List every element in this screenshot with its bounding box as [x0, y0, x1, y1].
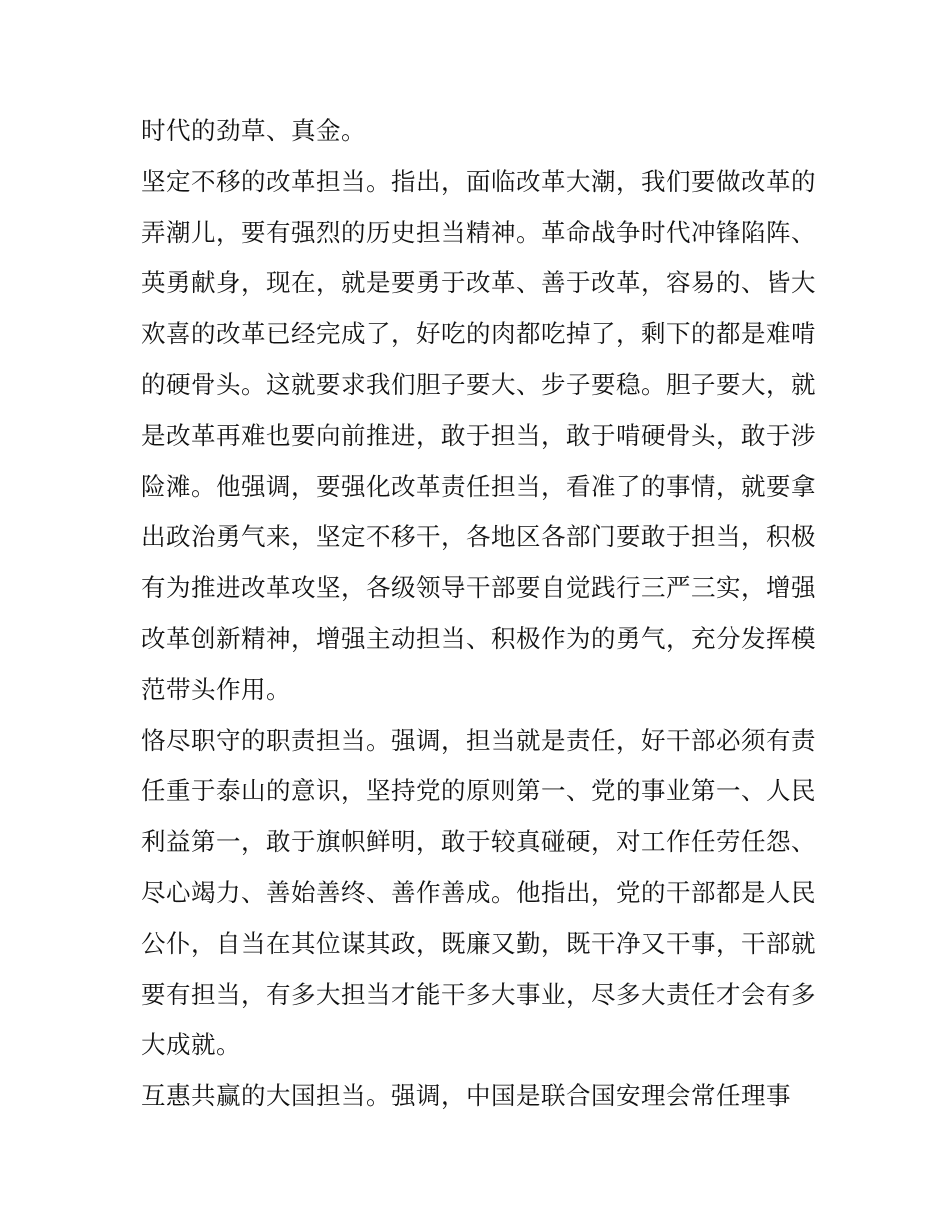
text-line: 坚定不移的改革担当。指出，面临改革大潮，我们要做改革的: [141, 166, 816, 196]
text-line: 弄潮儿，要有强烈的历史担当精神。革命战争时代冲锋陷阵、: [141, 217, 816, 247]
text-line: 公仆，自当在其位谋其政，既廉又勤，既干净又干事，干部就: [141, 928, 816, 958]
text-line: 恪尽职守的职责担当。强调，担当就是责任，好干部必须有责: [141, 725, 816, 755]
text-line: 欢喜的改革已经完成了，好吃的肉都吃掉了，剩下的都是难啃: [141, 319, 816, 349]
text-line: 英勇献身，现在，就是要勇于改革、善于改革，容易的、皆大: [141, 268, 816, 298]
text-line: 是改革再难也要向前推进，敢于担当，敢于啃硬骨头，敢于涉: [141, 420, 816, 450]
text-line: 利益第一，敢于旗帜鲜明，敢于较真碰硬，对工作任劳任怨、: [141, 827, 816, 857]
text-line: 出政治勇气来，坚定不移干，各地区各部门要敢于担当，积极: [141, 522, 816, 552]
body-text: [141, 106, 821, 1122]
text-line: 改革创新精神，增强主动担当、积极作为的勇气，充分发挥模: [141, 623, 816, 653]
text-line: 有为推进改革攻坚，各级领导干部要自觉践行三严三实，增强: [141, 573, 816, 603]
text-line: 时代的劲草、真金。: [141, 116, 366, 145]
text-line: 要有担当，有多大担当才能干多大事业，尽多大责任才会有多: [141, 979, 816, 1009]
text-line: 险滩。他强调，要强化改革责任担当，看准了的事情，就要拿: [141, 471, 816, 501]
text-line: 任重于泰山的意识，坚持党的原则第一、党的事业第一、人民: [141, 776, 816, 806]
text-line: 范带头作用。: [141, 674, 291, 704]
text-line: 大成就。: [141, 1030, 241, 1060]
text-line: 尽心竭力、善始善终、善作善成。他指出，党的干部都是人民: [141, 877, 816, 907]
text-line: 互惠共赢的大国担当。强调，中国是联合国安理会常任理事: [141, 1081, 791, 1111]
text-line: 的硬骨头。这就要求我们胆子要大、步子要稳。胆子要大，就: [141, 369, 816, 399]
